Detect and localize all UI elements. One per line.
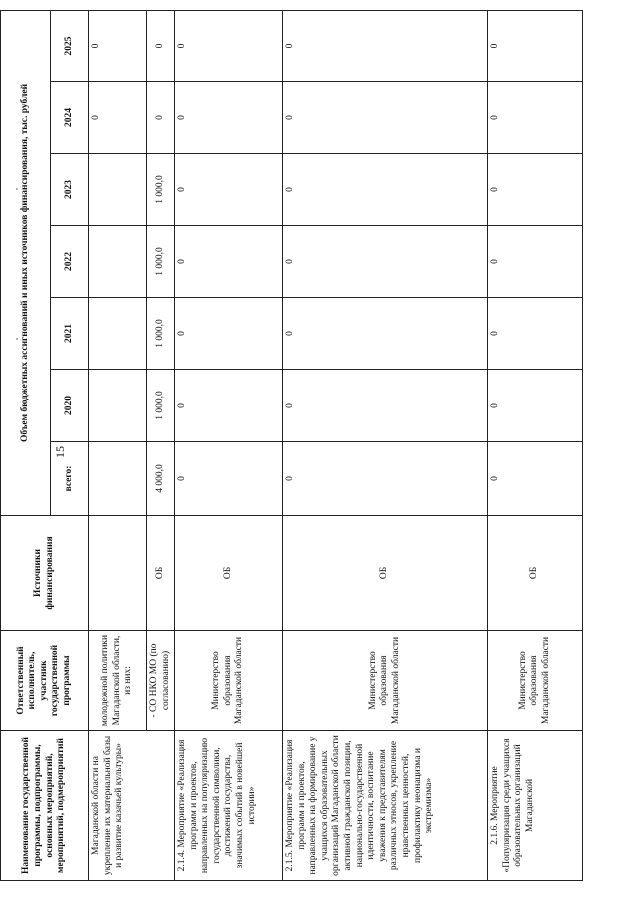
header-year-2022: 2022: [51, 226, 89, 298]
cell-2021: 1 000,0: [147, 298, 175, 370]
row-source: ОБ: [175, 516, 283, 631]
cell-2020: 0: [283, 370, 488, 442]
row-source: ОБ: [147, 516, 175, 631]
cell-2025: 0: [175, 10, 283, 81]
page-number: 15: [53, 446, 67, 458]
row-executor: Министерство образования Магаданской области: [488, 631, 583, 731]
cell-2025: 0: [488, 10, 583, 81]
cell-total: [89, 442, 147, 516]
cell-2022: 0: [283, 226, 488, 298]
cell-total: 0: [175, 442, 283, 516]
header-year-2020: 2020: [51, 370, 89, 442]
cell-2024: 0: [488, 82, 583, 154]
cell-2021: 0: [175, 298, 283, 370]
rotated-table-container: [0, 11, 580, 881]
cell-2020: 1 000,0: [147, 370, 175, 442]
header-funding-group: Объем бюджетных ассигнований и иных источников финансирования, тыс. рублей: [1, 10, 51, 515]
cell-2024: 0: [89, 82, 147, 154]
cell-total: 0: [283, 442, 488, 516]
cell-2022: 1 000,0: [147, 226, 175, 298]
cell-2021: 0: [283, 298, 488, 370]
row-source: ОБ: [283, 516, 488, 631]
cell-2021: 0: [488, 298, 583, 370]
cell-total: 4 000,0: [147, 442, 175, 516]
table-row: [175, 10, 283, 880]
cell-2023: 1 000,0: [147, 154, 175, 226]
funding-table: [0, 10, 583, 881]
cell-2025: 0: [89, 10, 147, 81]
row-source: [89, 516, 147, 631]
cell-2022: 0: [175, 226, 283, 298]
table-row: [488, 10, 583, 880]
cell-2023: [89, 154, 147, 226]
cell-2024: 0: [147, 82, 175, 154]
row-executor: - СО НКО МО (по согласованию): [147, 631, 175, 731]
cell-2020: 0: [488, 370, 583, 442]
header-year-2024: 2024: [51, 82, 89, 154]
header-year-2025: 2025: [51, 10, 89, 81]
row-name: 2.1.6. Мероприятие «Популяризация среди учащихся образовательных организаций Магаданской: [488, 731, 583, 881]
cell-total: 0: [488, 442, 583, 516]
cell-2022: 0: [488, 226, 583, 298]
header-year-2021: 2021: [51, 298, 89, 370]
cell-2024: 0: [175, 82, 283, 154]
cell-2023: 0: [283, 154, 488, 226]
cell-2021: [89, 298, 147, 370]
row-executor: Министерство образования Магаданской области: [283, 631, 488, 731]
row-name: 2.1.5. Мероприятие «Реализация программ и проектов, направленных на формирование у учащихся образовательных организаций Магаданской области активной гражданской позиции, национально-государственной идентичности, воспитание уважения к представителям различных этносов, укрепление нравственных ценностей, профилактику неонацизма и экстремизма»: [283, 731, 488, 881]
row-source: ОБ: [488, 516, 583, 631]
table-row: [89, 10, 147, 880]
cell-2025: 0: [147, 10, 175, 81]
row-executor: Министерство образования Магаданской области: [175, 631, 283, 731]
cell-2024: 0: [283, 82, 488, 154]
cell-2020: [89, 370, 147, 442]
cell-2023: 0: [175, 154, 283, 226]
table-row: [283, 10, 488, 880]
header-source: Источники финансирования: [1, 516, 89, 631]
header-year-2023: 2023: [51, 154, 89, 226]
cell-2020: 0: [175, 370, 283, 442]
cell-2025: 0: [283, 10, 488, 81]
header-executor: Ответственный исполнитель, участник государственной программы: [1, 631, 89, 731]
row-executor: молодежной политики Магаданской области, из них:: [89, 631, 147, 731]
scan-speck: [16, 188, 18, 190]
header-name: Наименование государственной программы, подпрограммы, основных мероприятий, мероприятий, подмероприятий: [1, 731, 89, 881]
scan-speck: [16, 338, 18, 340]
row-name: 2.1.4. Мероприятие «Реализация программ и проектов, направленных на популяризацию государственной символики, достижений государства, значимых событий в новейшей истории»: [175, 731, 283, 881]
cell-2023: 0: [488, 154, 583, 226]
cell-2022: [89, 226, 147, 298]
row-name: Магаданской области на укрепление их материальной базы и развитие казачьей культуры»: [89, 731, 175, 881]
header-year-total: всего:: [51, 442, 89, 516]
